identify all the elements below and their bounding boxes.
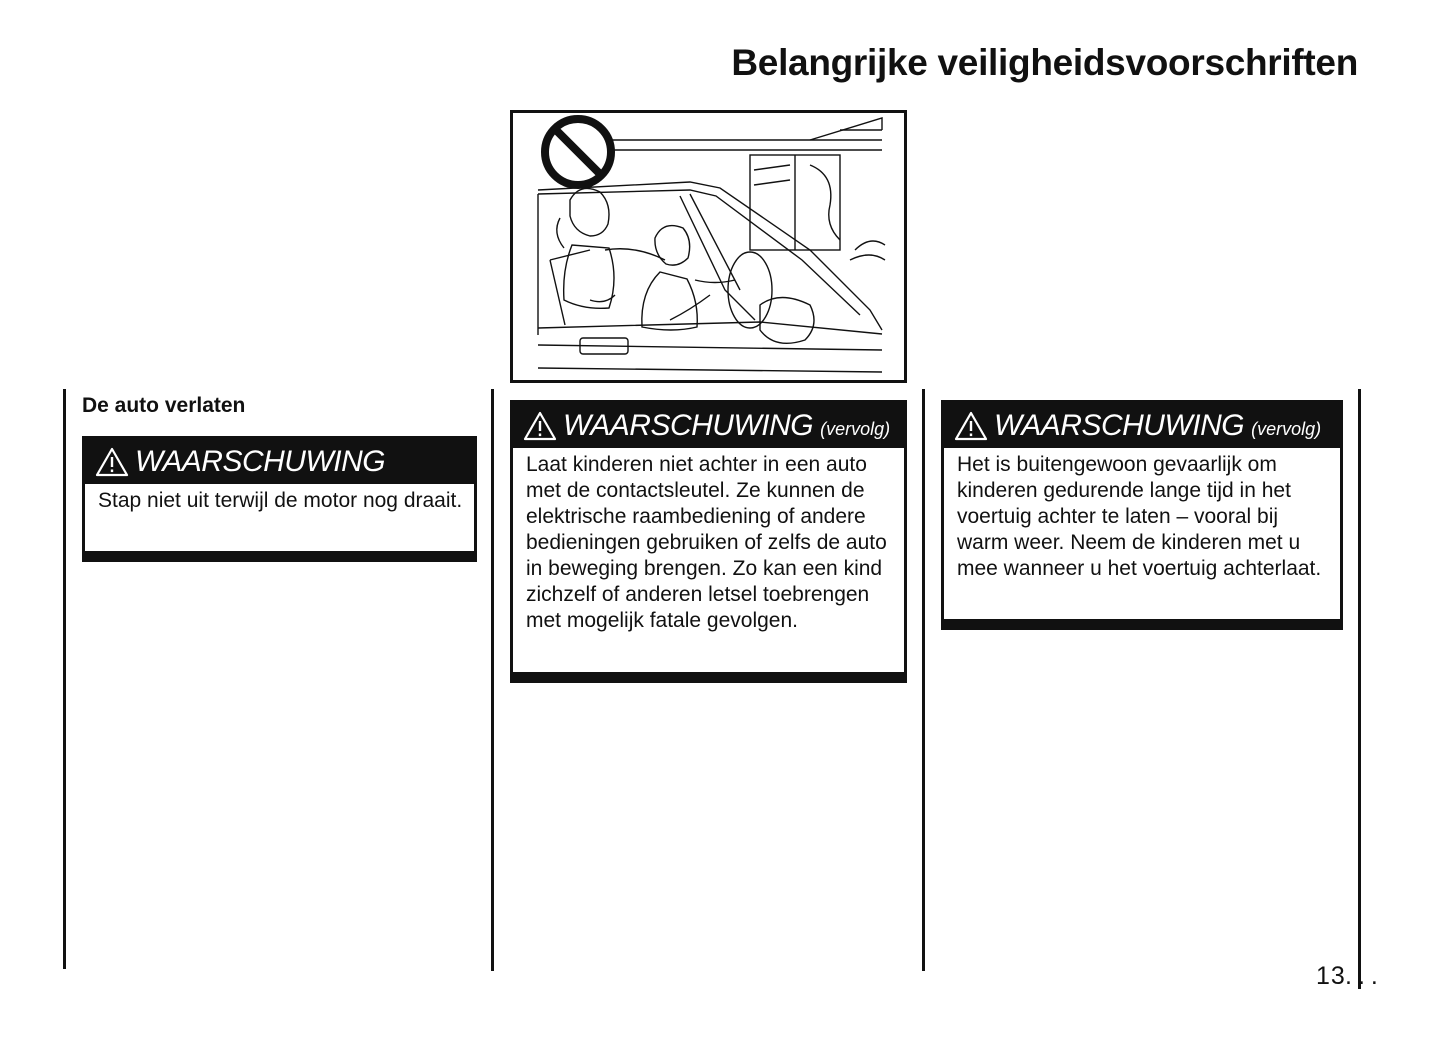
warning-box-children-key — [510, 400, 907, 683]
warning-header — [85, 439, 474, 484]
continuation-dots: ... — [1345, 962, 1384, 990]
column-rule-middle-left — [491, 389, 494, 971]
column-rule-right — [1358, 389, 1361, 989]
warning-triangle-icon — [523, 411, 557, 441]
warning-text: Het is buitengewoon gevaarlijk om kinderen gedurende lange tijd in het voertuig achter te laten – vooral bij warm weer. Neem de kinderen met u mee wanneer u het voertuig achterlaat. — [957, 453, 1322, 580]
warning-triangle-icon — [95, 447, 129, 477]
column-rule-left — [63, 389, 66, 969]
page-number: 13 — [1316, 962, 1346, 990]
warning-triangle-icon — [954, 411, 988, 441]
warning-text: Laat kinderen niet achter in een auto met de contactsleutel. Ze kunnen de elektrische raambediening of andere bedieningen gebruiken of zelfs de auto in beweging brengen. Zo kan een kind zichzelf of anderen letsel toebrengen met mogelijk fatale gevolgen. — [526, 453, 887, 632]
warning-label: WAARSCHUWING — [994, 408, 1245, 442]
warning-header — [513, 403, 904, 448]
warning-continued-label: (vervolg) — [820, 419, 891, 439]
warning-label: WAARSCHUWING — [563, 408, 814, 442]
warning-box-exit-vehicle — [82, 436, 477, 562]
warning-header — [944, 403, 1340, 448]
page-title: Belangrijke veiligheidsvoorschriften — [731, 42, 1358, 83]
children-in-car-illustration — [510, 110, 907, 383]
warning-box-children-heat — [941, 400, 1343, 630]
warning-continued-label: (vervolg) — [1251, 419, 1322, 439]
warning-text: Stap niet uit terwijl de motor nog draait. — [98, 489, 463, 512]
warning-label: WAARSCHUWING — [135, 444, 386, 478]
column-rule-middle-right — [922, 389, 925, 971]
section-heading: De auto verlaten — [82, 394, 246, 417]
